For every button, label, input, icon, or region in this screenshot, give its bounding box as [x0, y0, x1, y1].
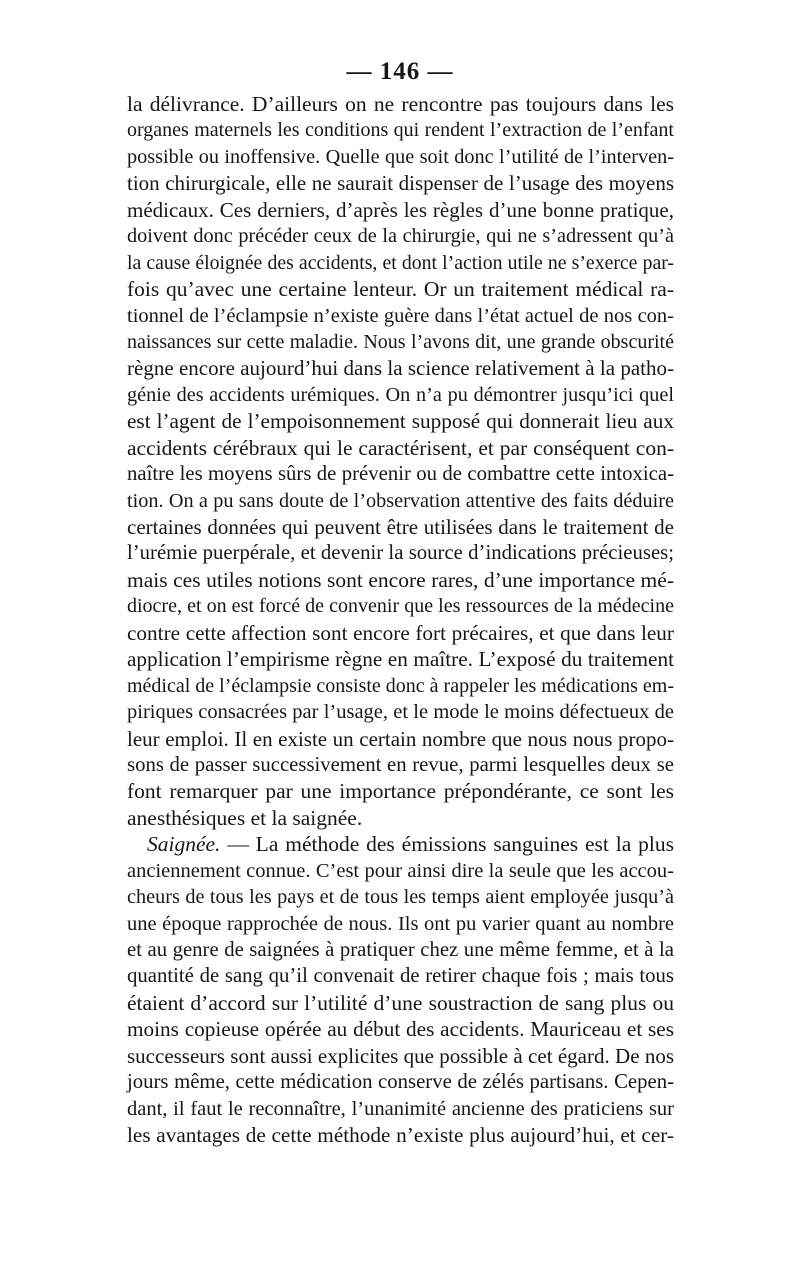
text-line: possible ou inoffensive. Quelle que soit donc l’utilité de l’interven- — [127, 145, 674, 168]
text-line: moins copieuse opérée au début des accidents. Mauriceau et ses — [127, 1017, 674, 1042]
text-line: médical de l’éclampsie consiste donc à rappeler les médications em- — [127, 674, 675, 697]
text-line: successeurs sont aussi explicites que possible à cet égard. De nos — [127, 1043, 674, 1068]
text-line: sons de passer successivement en revue, parmi lesquelles deux se — [127, 753, 674, 776]
text-line: anesthésiques et la saignée. — [127, 805, 363, 830]
text-line: fois qu’avec une certaine lenteur. Or un traitement médical ra- — [127, 277, 674, 302]
section-first-line — [127, 831, 674, 857]
text-line: est l’agent de l’empoisonnement supposé qui donnerait lieu aux — [127, 409, 674, 434]
text-line: font remarquer par une importance prépondérante, ce sont les — [127, 779, 674, 804]
text-line: diocre, et on est forcé de convenir que les ressources de la médecine — [127, 595, 674, 618]
text-line: jours même, cette médication conserve de zélés partisans. Cepen- — [127, 1071, 674, 1094]
text-line: règne encore aujourd’hui dans la science relativement à la patho- — [127, 356, 674, 381]
text-line: la délivrance. D’ailleurs on ne rencontre pas toujours dans les — [127, 92, 674, 116]
text-line: organes maternels les conditions qui rendent l’extraction de l’enfant — [127, 119, 674, 142]
text-line: anciennement connue. C’est pour ainsi dire la seule que les accou- — [127, 859, 674, 882]
text-line: mais ces utiles notions sont encore rares, d’une importance mé- — [127, 567, 674, 592]
text-line: tion. On a pu sans doute de l’observation attentive des faits déduire — [127, 489, 674, 512]
text-line: quantité de sang qu’il convenait de retirer chaque fois ; mais tous — [127, 965, 674, 988]
text-line: dant, il faut le reconnaître, l’unanimité ancienne des praticiens sur — [127, 1097, 674, 1120]
text-line: application l’empirisme règne en maître. L’exposé du traitement — [127, 647, 674, 672]
text-line: génie des accidents urémiques. On n’a pu démontrer jusqu’ici quel — [127, 383, 674, 406]
section-first-line-text: — La méthode des émissions sanguines est la plus — [227, 832, 674, 857]
text-line: certaines données qui peuvent être utilisées dans le traitement de — [127, 515, 674, 539]
text-line: naître les moyens sûrs de prévenir ou de combattre cette intoxica- — [127, 463, 674, 486]
text-line: une époque rapprochée de nous. Ils ont pu varier quant au nombre — [127, 912, 674, 935]
text-line: cheurs de tous les pays et de tous les temps aient employée jusqu’à — [127, 886, 674, 909]
text-line: et au genre de saignées à pratiquer chez une même femme, et à la — [127, 939, 674, 961]
section-heading: Saignée. — [147, 832, 221, 857]
text-line: piriques consacrées par l’usage, et le mode le moins défectueux de — [127, 701, 674, 724]
text-line: médicaux. Ces derniers, d’après les règles d’une bonne pratique, — [127, 197, 674, 222]
text-line: la cause éloignée des accidents, et dont l’action utile ne s’exerce par- — [127, 251, 674, 274]
text-line: contre cette affection sont encore fort précaires, et que dans leur — [127, 620, 674, 645]
text-line: doivent donc précéder ceux de la chirurgie, qui ne s’adressent qu’à — [127, 225, 674, 248]
text-line: les avantages de cette méthode n’existe plus aujourd’hui, et cer- — [127, 1123, 674, 1148]
body-text — [127, 91, 674, 1149]
text-line: naissances sur cette maladie. Nous l’avons dit, une grande obscurité — [127, 330, 674, 353]
text-line: accidents cérébraux qui le caractérisent, et par conséquent con- — [127, 435, 674, 460]
text-line: l’urémie puerpérale, et devenir la source d’indications précieuses; — [127, 542, 674, 565]
text-line: leur emploi. Il en existe un certain nombre que nous nous propo- — [127, 726, 674, 751]
text-line: tionnel de l’éclampsie n’existe guère dans l’état actuel de nos con- — [127, 304, 674, 327]
page-number: — 146 — — [346, 58, 454, 85]
text-line: étaient d’accord sur l’utilité d’une soustraction de sang plus ou — [127, 990, 674, 1015]
text-line: tion chirurgicale, elle ne saurait dispenser de l’usage des moyens — [127, 171, 674, 196]
